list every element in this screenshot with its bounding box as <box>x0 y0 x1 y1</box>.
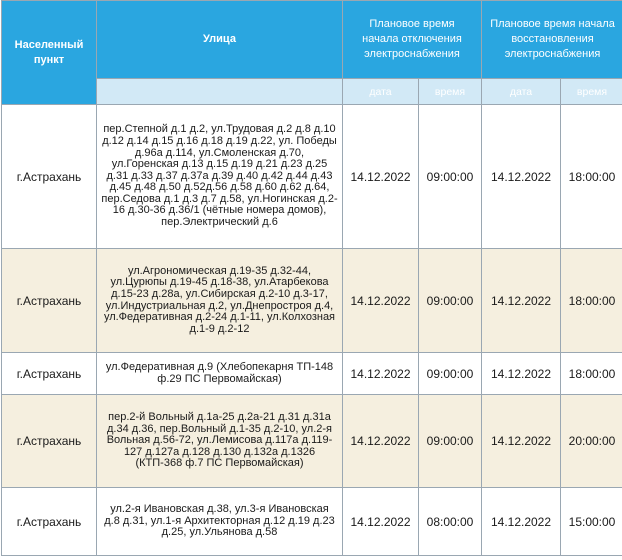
header-on-time-sub: время <box>561 79 622 105</box>
street-cell: ул.2-я Ивановская д.38, ул.3-я Ивановская д.8 д.31, ул.1-я Архитекторная д.12 д.19 д.23 д.25, ул.Ульянова д.58 <box>97 488 343 556</box>
on-time-cell: 18:00:00 <box>561 249 622 353</box>
off-date-cell: 14.12.2022 <box>343 105 419 249</box>
off-time-cell: 09:00:00 <box>419 395 482 488</box>
header-off-time: Плановое время начала отключения электроснабжения <box>343 1 482 79</box>
table-row <box>2 395 622 488</box>
settlement-cell: г.Астрахань <box>2 395 97 488</box>
on-time-cell: 15:00:00 <box>561 488 622 556</box>
on-date-cell: 14.12.2022 <box>482 249 561 353</box>
header-off-date: дата <box>343 79 419 105</box>
street-cell: ул.Федеративная д.9 (Хлебопекарня ТП-148 ф.29 ПС Первомайская) <box>97 353 343 395</box>
header-settlement: Населенный пункт <box>2 1 97 105</box>
off-date-cell: 14.12.2022 <box>343 249 419 353</box>
header-off-time-sub: время <box>419 79 482 105</box>
on-time-cell: 18:00:00 <box>561 105 622 249</box>
table-row <box>2 488 622 556</box>
off-time-cell: 08:00:00 <box>419 488 482 556</box>
header-on-date: дата <box>482 79 561 105</box>
on-date-cell: 14.12.2022 <box>482 395 561 488</box>
header-street: Улица <box>97 1 343 79</box>
street-cell: ул.Агрономическая д.19-35 д.32-44, ул.Цурюпы д.19-45 д.18-38, ул.Атарбекова д.15-23 д.28а, ул.Сибирская д.2-10 д.3-17, ул.Индустриальная д.2, ул.Днепрострoя д.4, ул.Федеративная д.2-24 д.1-11, ул.Колхозная д.1-9 д.2-12 <box>97 249 343 353</box>
on-date-cell: 14.12.2022 <box>482 488 561 556</box>
settlement-cell: г.Астрахань <box>2 353 97 395</box>
off-time-cell: 09:00:00 <box>419 249 482 353</box>
on-time-cell: 18:00:00 <box>561 353 622 395</box>
off-date-cell: 14.12.2022 <box>343 488 419 556</box>
header-street-sub <box>97 79 343 105</box>
off-time-cell: 09:00:00 <box>419 105 482 249</box>
off-date-cell: 14.12.2022 <box>343 395 419 488</box>
on-date-cell: 14.12.2022 <box>482 105 561 249</box>
settlement-cell: г.Астрахань <box>2 105 97 249</box>
street-cell: пер.2-й Вольный д.1а-25 д.2а-21 д.31 д.31а д.34 д.36, пер.Вольный д.1-35 д.2-10, ул.2-я Вольная д.56-72, ул.Лемисова д.117а д.119-127 д.127а д.128 д.130 д.132а д.1326 (КТП-368 ф.7 ПС Первомайская) <box>97 395 343 488</box>
outage-schedule-table <box>1 0 622 556</box>
on-date-cell: 14.12.2022 <box>482 353 561 395</box>
off-time-cell: 09:00:00 <box>419 353 482 395</box>
header-restore-time: Плановое время начала восстановления электроснабжения <box>482 1 622 79</box>
settlement-cell: г.Астрахань <box>2 249 97 353</box>
on-time-cell: 20:00:00 <box>561 395 622 488</box>
table-row <box>2 105 622 249</box>
settlement-cell: г.Астрахань <box>2 488 97 556</box>
table-row <box>2 353 622 395</box>
off-date-cell: 14.12.2022 <box>343 353 419 395</box>
table-row <box>2 249 622 353</box>
street-cell: пер.Степной д.1 д.2, ул.Трудовая д.2 д.8 д.10 д.12 д.14 д.15 д.16 д.18 д.19 д.22, ул. Победы д.96а д.114, ул.Смоленская д.70, ул.Горенская д.13 д.15 д.19 д.21 д.23 д.25 д.31 д.33 д.37 д.37а д.39 д.40 д.42 д.44 д.43 д.45 д.48 д.50 д.52д.56 д.58 д.60 д.62 д.64, пер.Седова д.1 д.3 д.7 д.58, ул.Ногинская д.2-16 д.30-36 д.36/1 (чётные номера домов), пер.Электрический д.6 <box>97 105 343 249</box>
